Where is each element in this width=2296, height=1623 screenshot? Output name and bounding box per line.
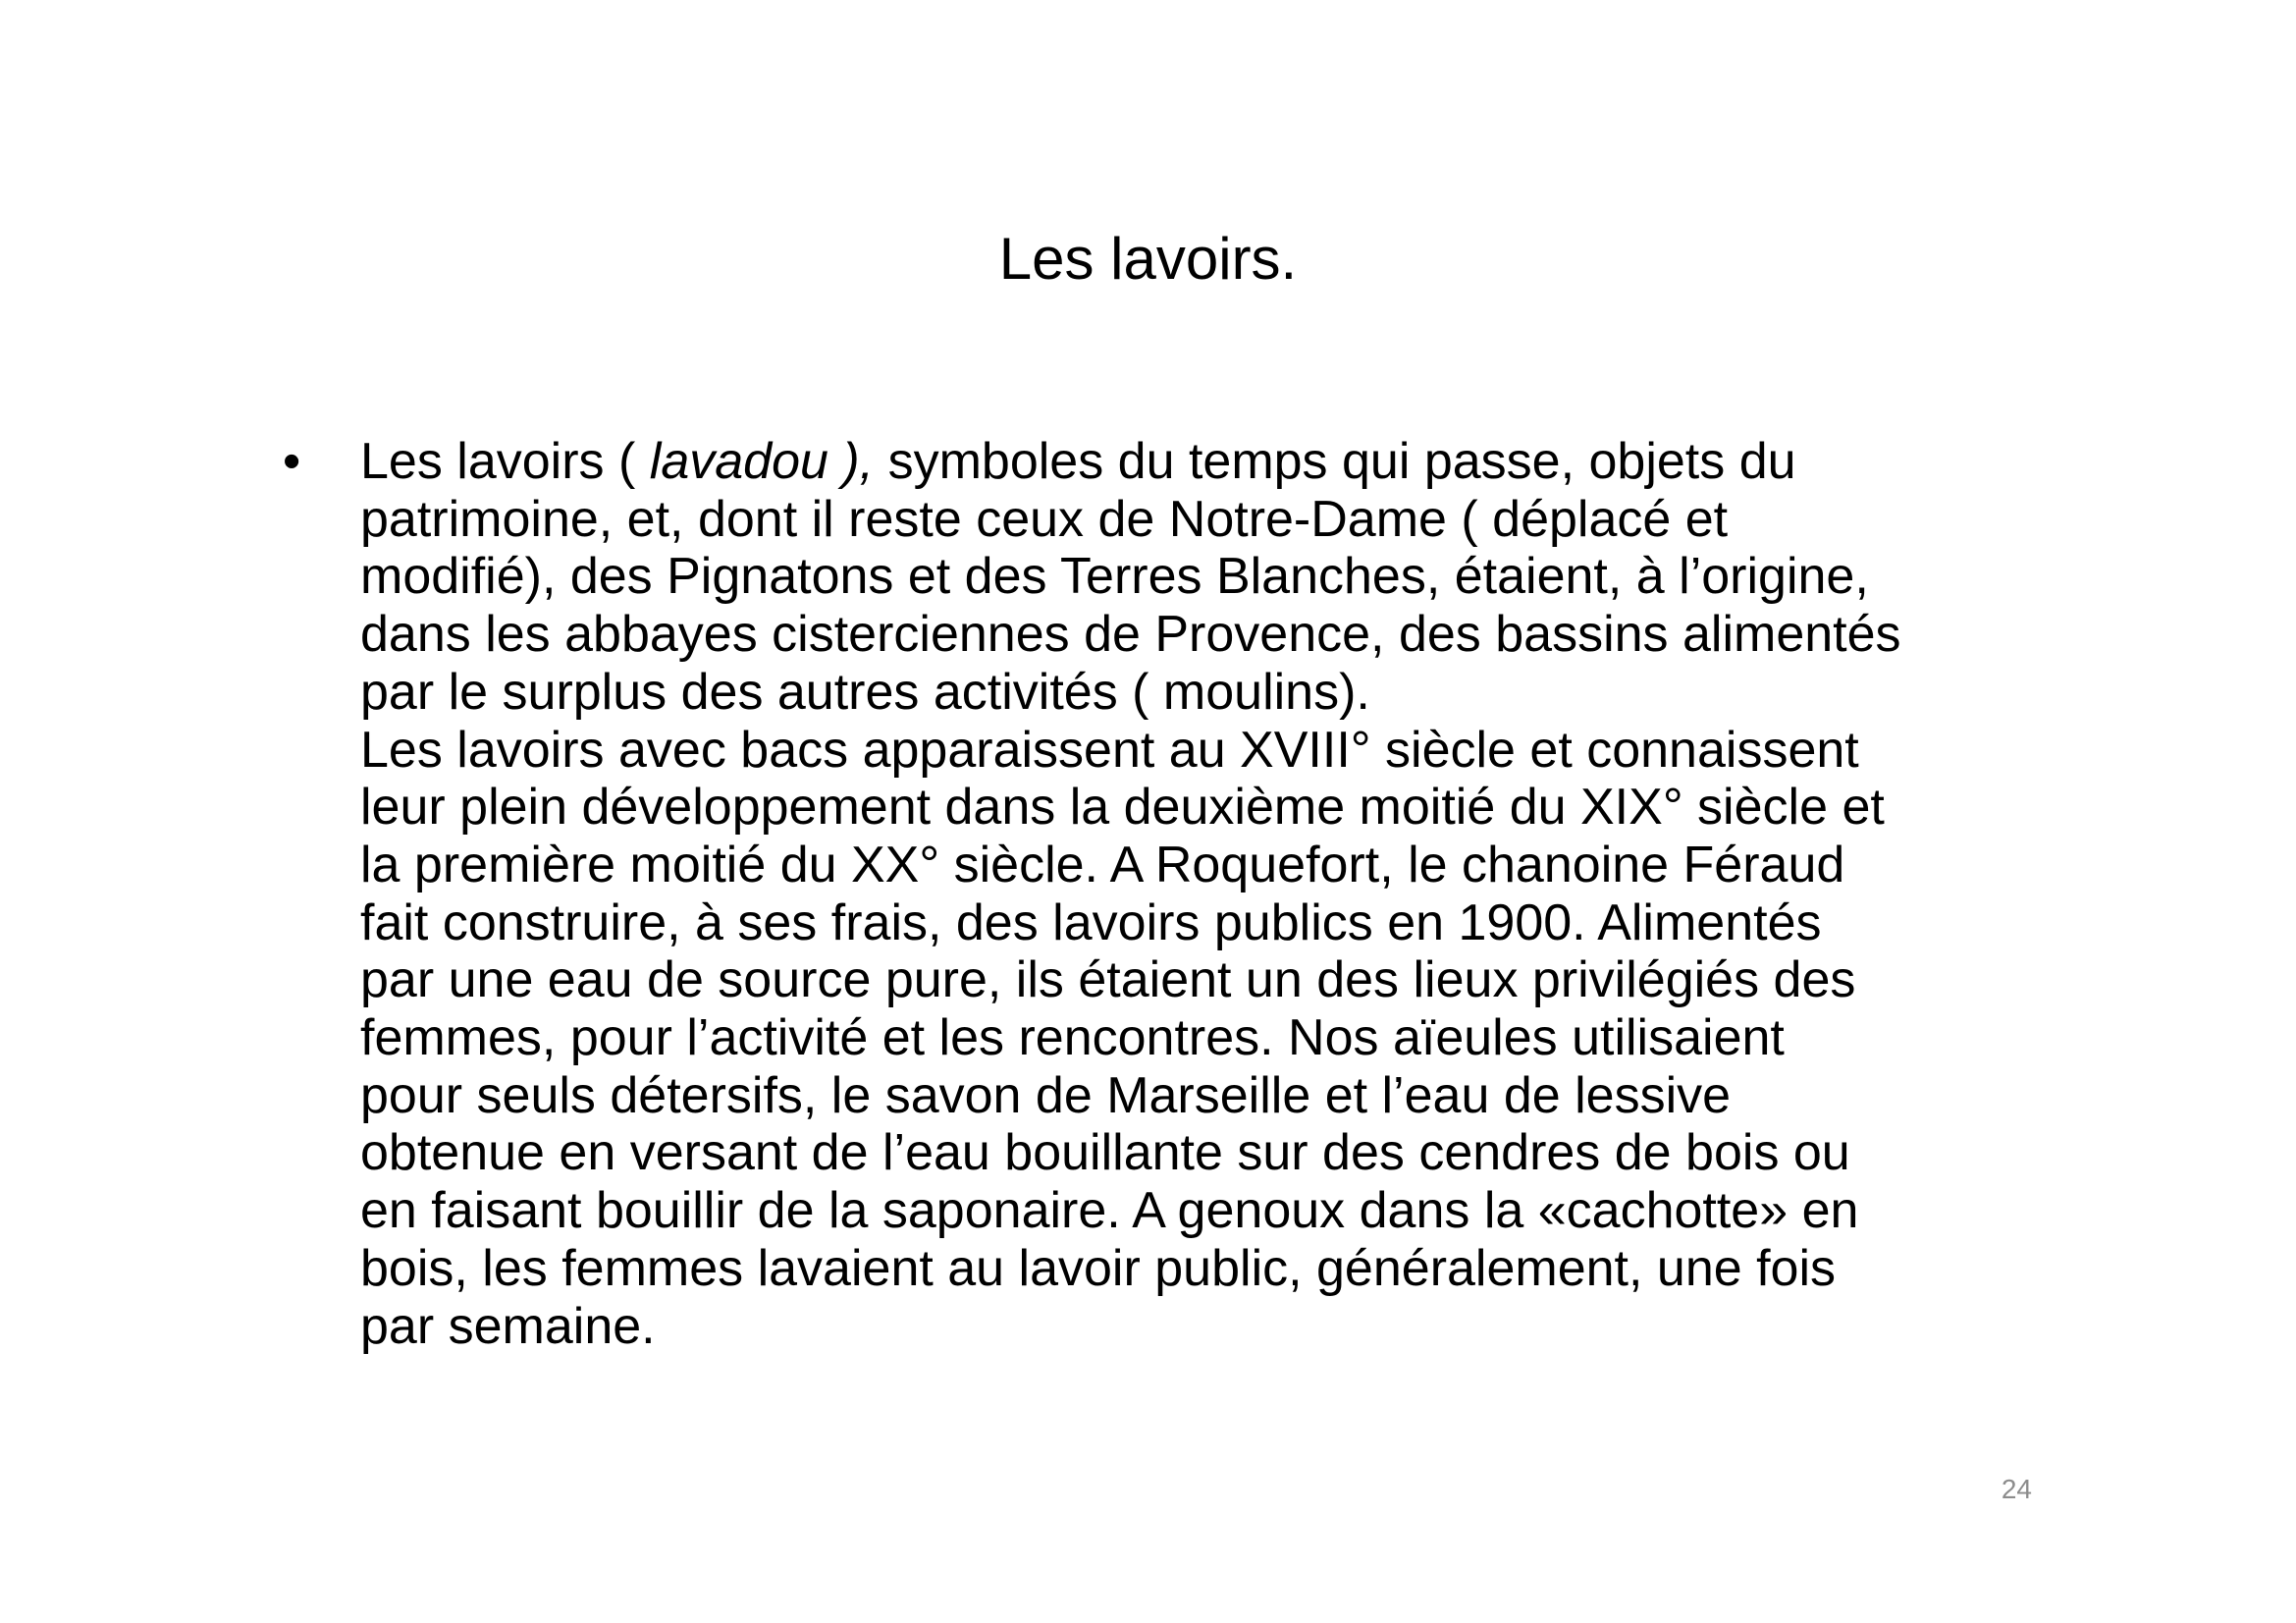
text-line: Les lavoirs avec bacs apparaissent au XVIII° siècle et connaissent xyxy=(360,721,1859,779)
text-line: par une eau de source pure, ils étaient un des lieux privilégiés des xyxy=(360,951,1856,1009)
text-line: modifié), des Pignatons et des Terres Blanches, étaient, à l’origine, xyxy=(360,548,1869,606)
slide-title: Les lavoirs. xyxy=(998,226,1298,292)
text-line: en faisant bouillir de la saponaire. A genoux dans la «cachotte» en xyxy=(360,1182,1859,1240)
text-line: la première moitié du XX° siècle. A Roquefort, le chanoine Féraud xyxy=(360,836,1845,893)
text-line xyxy=(360,433,2049,491)
text-line: obtenue en versant de l’eau bouillante sur des cendres de bois ou xyxy=(360,1124,1850,1182)
italic-term: lavadou ), xyxy=(649,433,875,490)
text-line: dans les abbayes cisterciennes de Provence, des bassins alimentés xyxy=(360,606,1901,664)
text-line: patrimoine, et, dont il reste ceux de Notre-Dame ( déplacé et xyxy=(360,490,1729,548)
body-paragraph xyxy=(360,433,2049,1355)
text-line: fait construire, à ses frais, des lavoirs publics en 1900. Alimentés xyxy=(360,893,1822,951)
text-line: femmes, pour l’activité et les rencontres. Nos aïeules utilisaient xyxy=(360,1009,1785,1067)
bullet-icon: • xyxy=(283,433,301,490)
text-line: par semaine. xyxy=(360,1297,656,1355)
text-line: leur plein développement dans la deuxième moitié du XIX° siècle et xyxy=(360,779,1885,837)
text-segment: symboles du temps qui passe, objets du xyxy=(874,433,1796,490)
text-line: par le surplus des autres activités ( moulins). xyxy=(360,663,1370,721)
text-line: pour seuls détersifs, le savon de Marseille et l’eau de lessive xyxy=(360,1066,1732,1124)
text-line: bois, les femmes lavaient au lavoir public, généralement, une fois xyxy=(360,1239,1837,1297)
text-segment: Les lavoirs ( xyxy=(360,433,650,490)
page-number: 24 xyxy=(2001,1474,2032,1504)
